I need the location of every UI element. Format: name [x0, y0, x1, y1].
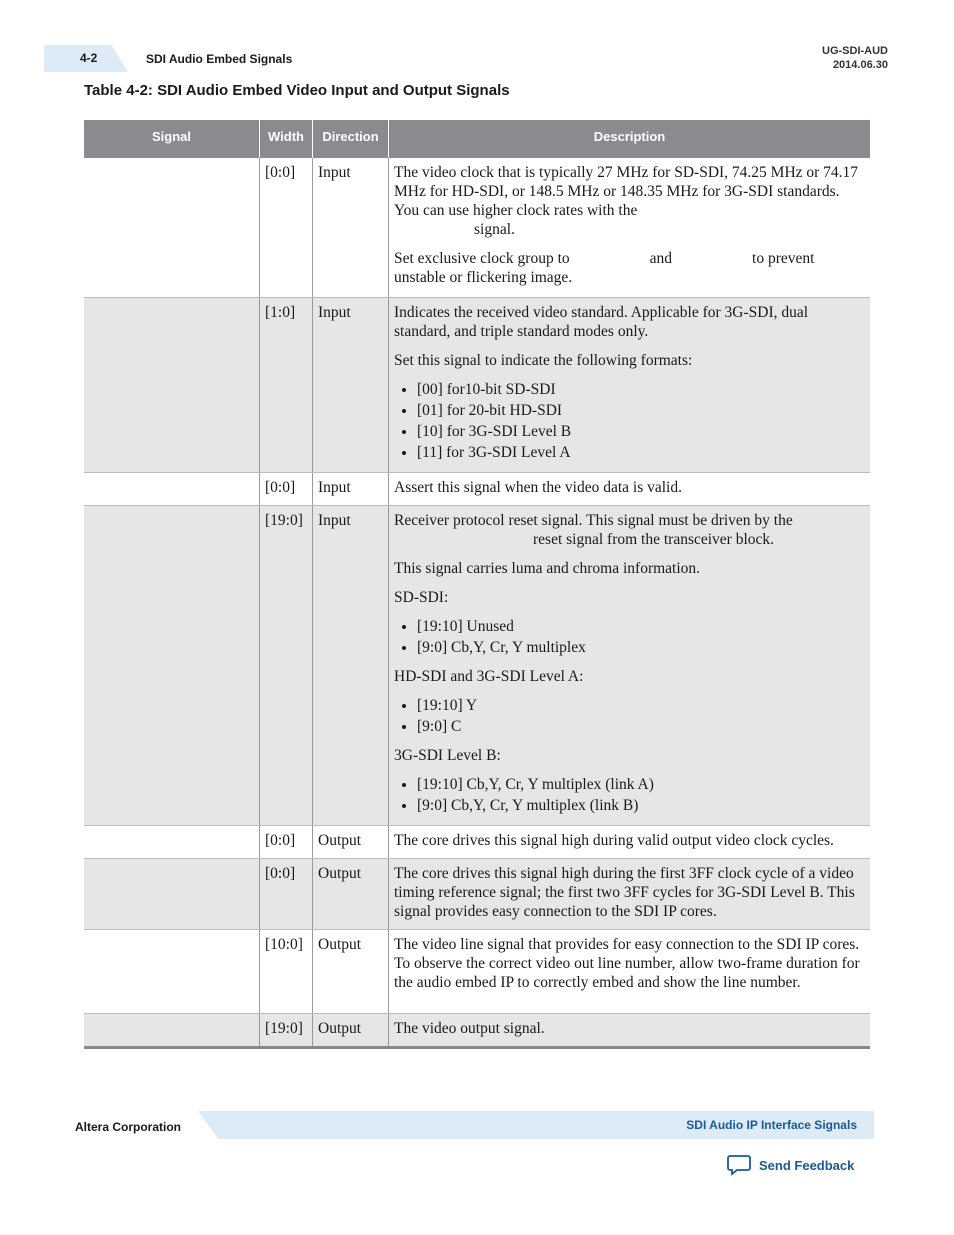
- table-row: [84, 859, 870, 930]
- width-cell: [0:0]: [260, 826, 313, 859]
- list-item: • [10] for 3G-SDI Level B: [417, 422, 865, 441]
- list-item: • [01] for 20-bit HD-SDI: [417, 401, 865, 420]
- list-item: • [11] for 3G-SDI Level A: [417, 443, 865, 462]
- description-cell: [389, 506, 871, 826]
- description-cell: [389, 859, 871, 930]
- list-item: • [19:10] Y: [417, 696, 865, 715]
- header-direction: Direction: [313, 120, 389, 158]
- format-list: [394, 380, 865, 462]
- description-cell: [389, 158, 871, 298]
- table-header-row: [84, 120, 870, 158]
- width-cell: [0:0]: [260, 859, 313, 930]
- width-cell: [10:0]: [260, 930, 313, 1014]
- direction-cell: Output: [313, 1014, 389, 1048]
- table-row: [84, 506, 870, 826]
- width-cell: [1:0]: [260, 298, 313, 473]
- width-cell: [0:0]: [260, 473, 313, 506]
- signal-cell: [84, 298, 260, 473]
- document-id: [822, 44, 888, 72]
- width-cell: [19:0]: [260, 1014, 313, 1048]
- signal-table: [84, 120, 870, 1049]
- description-text: This signal carries luma and chroma information.: [394, 560, 701, 577]
- description-text: Set exclusive clock group to and to prevent unstable or flickering image.: [394, 250, 815, 286]
- description-text: Receiver protocol reset signal. This signal must be driven by the reset signal from the transceiver block.: [394, 512, 793, 548]
- list-item: • [00] for10-bit SD-SDI: [417, 380, 865, 399]
- description-cell: [389, 1014, 871, 1048]
- description-text: The core drives this signal high during the first 3FF clock cycle of a video timing reference signal; the first two 3FF cycles for 3G-SDI Level B. This signal provides easy connection to the SDI IP cores.: [394, 865, 855, 920]
- bit-list: [394, 696, 865, 736]
- header-signal: Signal: [84, 120, 260, 158]
- table-row: [84, 1014, 870, 1048]
- send-feedback-label: Send Feedback: [759, 1157, 855, 1173]
- section-title: SDI Audio Embed Signals: [146, 52, 293, 66]
- bit-list: [394, 617, 865, 657]
- list-item: • [9:0] C: [417, 717, 865, 736]
- direction-cell: Output: [313, 930, 389, 1014]
- send-feedback-link[interactable]: [727, 1154, 854, 1176]
- chapter-link[interactable]: SDI Audio IP Interface Signals: [686, 1118, 857, 1132]
- description-text: The video line signal that provides for easy connection to the SDI IP cores. To observe the correct video out line number, allow two-frame duration for the audio embed IP to correctly embed and show the line number.: [394, 936, 860, 991]
- doc-id-code: UG-SDI-AUD: [822, 45, 888, 57]
- page-number: 4-2: [80, 51, 98, 65]
- width-cell: [0:0]: [260, 158, 313, 298]
- doc-date: 2014.06.30: [832, 59, 888, 71]
- description-text: Set this signal to indicate the following formats:: [394, 352, 693, 369]
- width-cell: [19:0]: [260, 506, 313, 826]
- direction-cell: Output: [313, 859, 389, 930]
- subheading: 3G-SDI Level B:: [394, 747, 501, 764]
- subheading: HD-SDI and 3G-SDI Level A:: [394, 668, 584, 685]
- table-caption: Table 4-2: SDI Audio Embed Video Input and Output Signals: [84, 82, 510, 99]
- table-row: [84, 826, 870, 859]
- subheading: SD-SDI:: [394, 589, 449, 606]
- direction-cell: Output: [313, 826, 389, 859]
- description-cell: [389, 930, 871, 1014]
- list-item: • [9:0] Cb,Y, Cr, Y multiplex (link B): [417, 796, 865, 815]
- description-text: Assert this signal when the video data is valid.: [394, 479, 682, 496]
- table-row: [84, 930, 870, 1014]
- signal-cell: [84, 859, 260, 930]
- direction-cell: Input: [313, 158, 389, 298]
- list-item: • [19:10] Cb,Y, Cr, Y multiplex (link A): [417, 775, 865, 794]
- description-cell: [389, 826, 871, 859]
- signal-cell: [84, 473, 260, 506]
- description-text: The video output signal.: [394, 1020, 545, 1037]
- signal-cell: [84, 1014, 260, 1048]
- signal-cell: [84, 158, 260, 298]
- description-text: The video clock that is typically 27 MHz for SD-SDI, 74.25 MHz or 74.17 MHz for HD-SDI, or 148.5 MHz or 148.35 MHz for 3G-SDI standards. You can use higher clock rates with the signal.: [394, 164, 859, 238]
- signal-cell: [84, 930, 260, 1014]
- speech-bubble-icon: [727, 1154, 751, 1176]
- list-item: • [19:10] Unused: [417, 617, 865, 636]
- table-row: [84, 158, 870, 298]
- signal-cell: [84, 826, 260, 859]
- header-description: Description: [389, 120, 871, 158]
- direction-cell: Input: [313, 298, 389, 473]
- bit-list: [394, 775, 865, 815]
- table-row: [84, 473, 870, 506]
- direction-cell: Input: [313, 473, 389, 506]
- signal-cell: [84, 506, 260, 826]
- description-cell: [389, 473, 871, 506]
- table-row: [84, 298, 870, 473]
- company-name: Altera Corporation: [75, 1120, 182, 1134]
- list-item: • [9:0] Cb,Y, Cr, Y multiplex: [417, 638, 865, 657]
- direction-cell: Input: [313, 506, 389, 826]
- description-text: Indicates the received video standard. Applicable for 3G-SDI, dual standard, and triple standard modes only.: [394, 304, 809, 340]
- description-cell: [389, 298, 871, 473]
- description-text: The core drives this signal high during valid output video clock cycles.: [394, 832, 834, 849]
- header-width: Width: [260, 120, 313, 158]
